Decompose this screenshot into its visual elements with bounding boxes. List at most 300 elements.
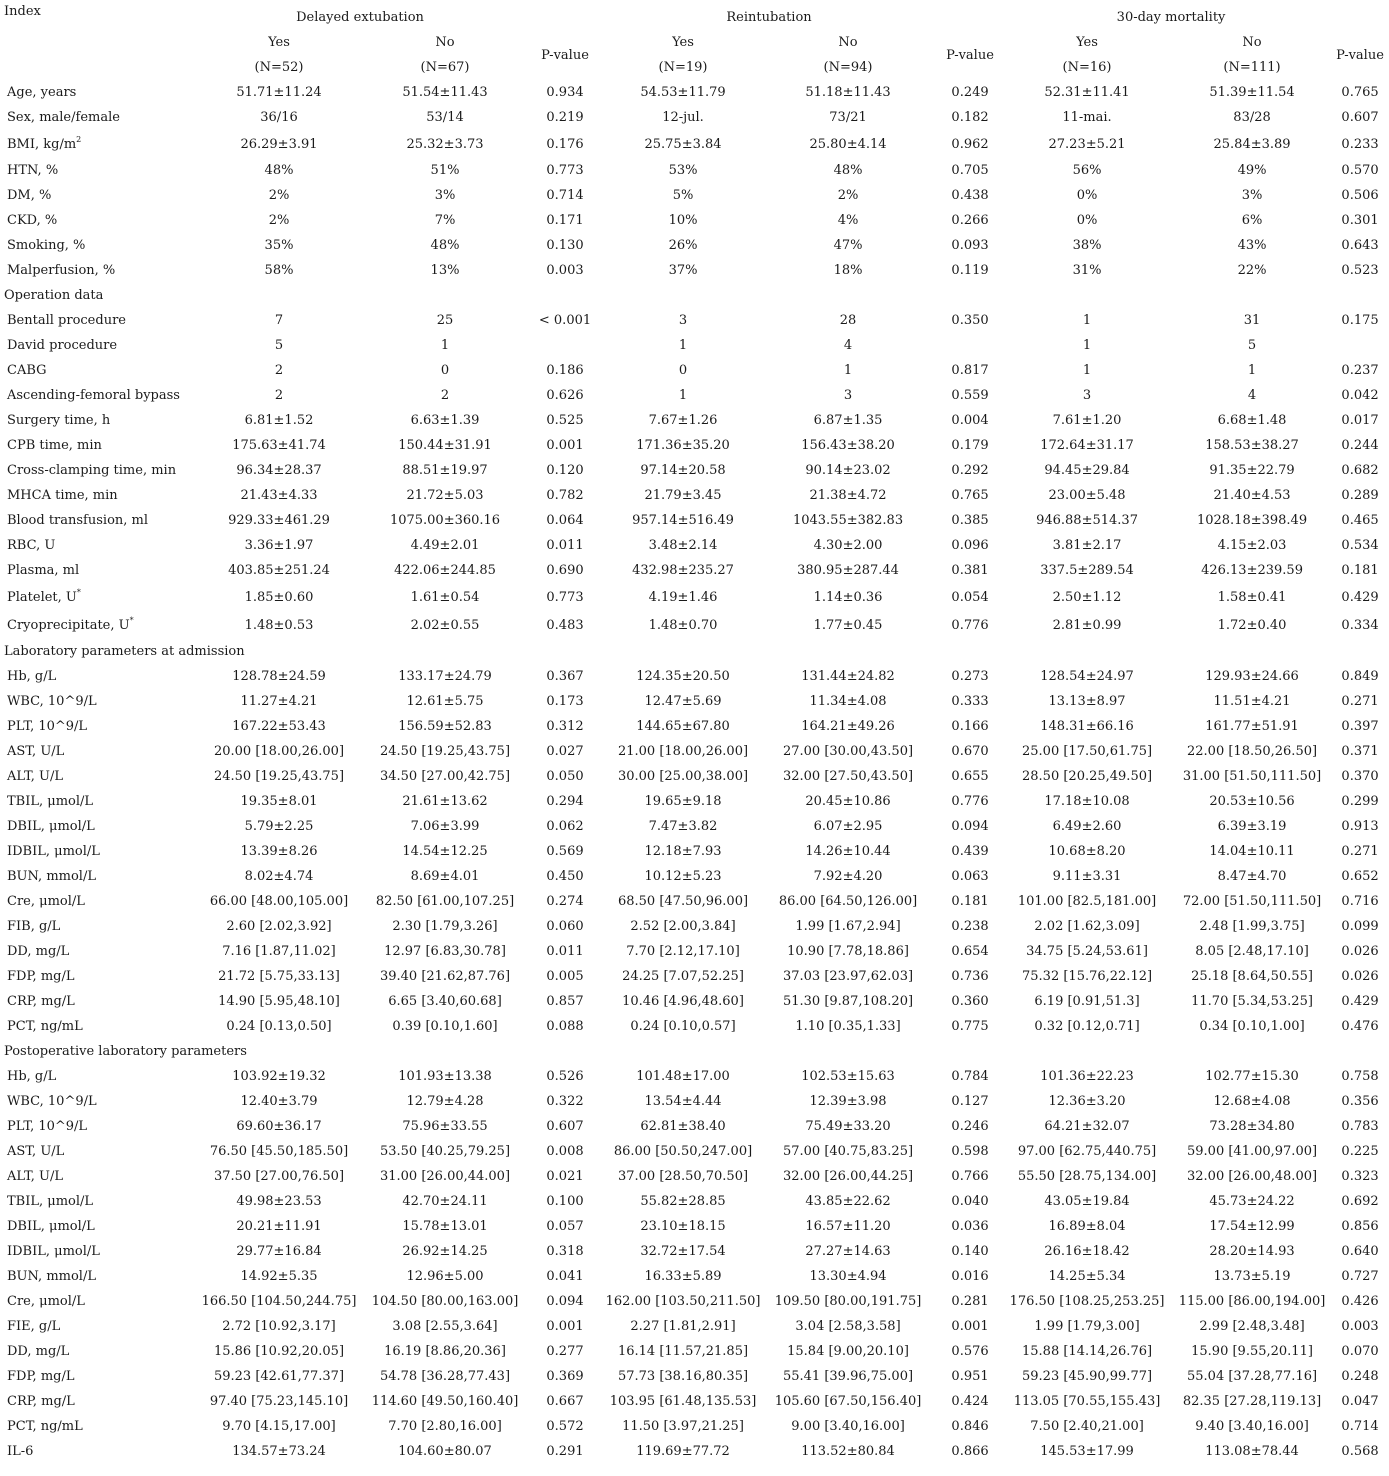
row-label [4,158,194,183]
pvalue-cell: 0.526 [546,1069,584,1084]
group-header-delayed-extubation: Delayed extubation [296,9,424,25]
row-label [4,1414,194,1439]
value-cell: 8.05 [2.48,17.10] [1195,944,1309,959]
pvalue-cell: 0.271 [1341,694,1379,709]
row-label [4,1214,194,1239]
table-row [4,611,1384,639]
value-cell: 86.00 [50.50,247.00] [613,1144,753,1159]
table-row [4,483,1384,508]
row-label [4,1089,194,1114]
value-cell: 171.36±35.20 [636,438,730,453]
value-cell: 4.30±2.00 [813,538,883,553]
value-cell: 53/14 [426,110,464,125]
row-label-text: FDP, mg/L [7,969,75,984]
pvalue-cell: 0.727 [1341,1269,1379,1284]
row-label [4,1439,194,1464]
value-cell: 156.59±52.83 [398,719,492,734]
value-cell: 2.60 [2.02,3.92] [226,919,332,934]
pvalue-cell: 0.186 [546,363,584,378]
value-cell: 929.33±461.29 [228,513,330,528]
value-cell: 97.00 [62.75,440.75] [1017,1144,1157,1159]
pvalue-cell: 0.120 [546,463,584,478]
value-cell: 31.00 [26.00,44.00] [379,1169,511,1184]
value-cell: 32.00 [26.00,48.00] [1187,1169,1318,1184]
value-cell: 6.81±1.52 [244,413,314,428]
pvalue-cell: 0.127 [951,1094,989,1109]
value-cell: 8.69±4.01 [410,869,480,884]
pvalue-cell: 0.846 [951,1419,989,1434]
row-label [4,1339,194,1364]
pvalue-cell: 0.450 [546,869,584,884]
pvalue-cell: 0.026 [1341,969,1379,984]
row-label-text: FIE, g/L [7,1319,61,1334]
value-cell: 26% [668,238,698,253]
value-cell: 82.35 [27.28,119.13] [1182,1394,1322,1409]
table-row [4,1339,1384,1364]
value-cell: 59.00 [41.00,97.00] [1187,1144,1318,1159]
value-cell: 86.00 [64.50,126.00] [778,894,918,909]
value-cell: 145.53±17.99 [1040,1444,1134,1459]
value-cell: 16.57±11.20 [805,1219,891,1234]
pvalue-cell: 0.181 [951,894,989,909]
section-header-row [4,1039,1384,1064]
table-row [4,1264,1384,1289]
value-cell: 105.60 [67.50,156.40] [774,1394,922,1409]
value-cell: 129.93±24.66 [1205,669,1299,684]
pvalue-cell: 0.682 [1341,463,1379,478]
value-cell: 6.07±2.95 [813,819,883,834]
table-row [4,158,1384,183]
value-cell: 144.65±67.80 [636,719,730,734]
value-cell: 0.32 [0.12,0.71] [1034,1019,1140,1034]
value-cell: 134.57±73.24 [232,1444,326,1459]
pvalue-cell: 0.173 [546,694,584,709]
row-label [4,739,194,764]
pvalue-cell: 0.736 [951,969,989,984]
value-cell: 101.48±17.00 [636,1069,730,1084]
value-cell: 14.25±5.34 [1048,1269,1126,1284]
table-row [4,558,1384,583]
pvalue-cell: 0.266 [951,213,989,228]
table-row [4,130,1384,158]
value-cell: 43% [1237,238,1267,253]
pvalue-cell: 0.483 [546,617,584,633]
pvalue-header: P-value [946,47,994,63]
value-cell: 42.70±24.11 [402,1194,488,1209]
pvalue-cell: 0.017 [1341,413,1379,428]
value-cell: 10.90 [7.78,18.86] [787,944,909,959]
row-label [4,483,194,508]
value-cell: 56% [1072,163,1102,178]
value-cell: 31% [1072,263,1102,278]
row-label [4,1114,194,1139]
value-cell: 16.14 [11.57,21.85] [617,1344,749,1359]
pvalue-cell: 0.776 [951,794,989,809]
value-cell: 1.58±0.41 [1217,589,1287,605]
value-cell: 3.81±2.17 [1052,538,1122,553]
value-cell: 3.36±1.97 [244,538,314,553]
value-cell: 51.54±11.43 [402,85,488,100]
value-cell: 103.95 [61.48,135.53] [609,1394,757,1409]
row-label [4,383,194,408]
row-label [4,80,194,105]
value-cell: 9.40 [3.40,16.00] [1195,1419,1309,1434]
row-label [4,333,194,358]
value-cell: 32.00 [27.50,43.50] [782,769,914,784]
pvalue-cell: 0.951 [951,1369,989,1384]
pvalue-cell: 0.856 [1341,1219,1379,1234]
row-label-text: DD, mg/L [7,944,70,959]
value-cell: 20.00 [18.00,26.00] [213,744,345,759]
value-cell: 2.27 [1.81,2.91] [630,1319,736,1334]
pvalue-cell: 0.360 [951,994,989,1009]
pvalue-cell: 0.318 [546,1244,584,1259]
pvalue-cell: 0.047 [1341,1394,1379,1409]
value-cell: 1 [440,338,450,353]
value-cell: 2.52 [2.00,3.84] [630,919,736,934]
table-row [4,714,1384,739]
value-cell: 37% [668,263,698,278]
value-cell: 4 [843,338,853,353]
pvalue-cell: 0.219 [546,110,584,125]
n-count: (N=19) [658,60,708,75]
value-cell: 37.03 [23.97,62.03] [782,969,914,984]
section-title: Operation data [4,288,104,303]
value-cell: 75.32 [15.76,22.12] [1022,969,1153,984]
value-cell: 13.54±4.44 [644,1094,722,1109]
row-label [4,583,194,611]
value-cell: 82.50 [61.00,107.25] [375,894,515,909]
pvalue-cell: 0.070 [1341,1344,1379,1359]
value-cell: 7.92±4.20 [813,869,883,884]
value-cell: 16.19 [8.86,20.36] [384,1344,506,1359]
row-label [4,258,194,283]
table-row [4,583,1384,611]
row-label-text: CRP, mg/L [7,1394,75,1409]
value-cell: 5.79±2.25 [244,819,314,834]
value-cell: 19.35±8.01 [240,794,318,809]
value-cell: 6.63±1.39 [410,413,480,428]
row-label [4,889,194,914]
value-cell: 43.85±22.62 [805,1194,891,1209]
table-row [4,889,1384,914]
value-cell: 21.43±4.33 [240,488,318,503]
value-cell: 1 [1247,363,1257,378]
pvalue-cell: 0.371 [1341,744,1379,759]
pvalue-cell: 0.559 [951,388,989,403]
value-cell: 109.50 [80.00,191.75] [774,1294,922,1309]
row-label [4,839,194,864]
value-cell: 102.77±15.30 [1205,1069,1299,1084]
value-cell: 54.53±11.79 [640,85,726,100]
value-cell: 158.53±38.27 [1205,438,1299,453]
row-label-superscript: * [129,615,134,625]
value-cell: 13.13±8.97 [1048,694,1126,709]
row-label-text: AST, U/L [7,744,65,759]
table-row [4,1089,1384,1114]
value-cell: 6.68±1.48 [1217,413,1287,428]
yes-header: Yes [268,35,290,50]
value-cell: 10.46 [4.96,48.60] [622,994,744,1009]
table-row [4,308,1384,333]
value-cell: 7.16 [1.87,11.02] [222,944,336,959]
pvalue-cell: < 0.001 [538,313,592,328]
pvalue-cell: 0.099 [1341,919,1379,934]
value-cell: 10% [668,213,698,228]
pvalue-cell: 0.274 [546,894,584,909]
pvalue-cell: 0.534 [1341,538,1379,553]
value-cell: 2% [268,188,290,203]
row-label [4,508,194,533]
pvalue-cell: 0.607 [1341,110,1379,125]
value-cell: 2.30 [1.79,3.26] [392,919,498,934]
row-label-text: PLT, 10^9/L [7,1119,88,1134]
no-header: No [1242,35,1262,50]
pvalue-cell: 0.765 [951,488,989,503]
value-cell: 55.50 [28.75,134.00] [1017,1169,1157,1184]
pvalue-cell: 0.042 [1341,388,1379,403]
pvalue-cell: 0.323 [1341,1169,1379,1184]
table-row [4,664,1384,689]
value-cell: 1.48±0.70 [648,617,718,633]
row-label-text: Hb, g/L [7,669,57,684]
value-cell: 24.50 [19.25,43.75] [379,744,511,759]
value-cell: 47% [833,238,863,253]
value-cell: 3 [1082,388,1092,403]
pvalue-cell: 0.776 [951,617,989,633]
value-cell: 1 [1082,313,1092,328]
pvalue-cell: 0.426 [1341,1294,1379,1309]
value-cell: 133.17±24.79 [398,669,492,684]
value-cell: 0% [1076,213,1098,228]
value-cell: 11.70 [5.34,53.25] [1191,994,1313,1009]
pvalue-cell: 0.011 [546,538,584,553]
row-label [4,130,194,158]
row-label [4,558,194,583]
row-label [4,789,194,814]
value-cell: 24.25 [7.07,52.25] [622,969,744,984]
row-label [4,308,194,333]
table-row [4,689,1384,714]
pvalue-cell: 0.166 [951,719,989,734]
table-row [4,208,1384,233]
pvalue-cell: 0.171 [546,213,584,228]
value-cell: 20.53±10.56 [1209,794,1295,809]
value-cell: 3.04 [2.58,3.58] [795,1319,901,1334]
value-cell: 19.65±9.18 [644,794,722,809]
value-cell: 172.64±31.17 [1040,438,1134,453]
value-cell: 1.99 [1.79,3.00] [1034,1319,1140,1334]
section-title: Laboratory parameters at admission [4,644,245,659]
value-cell: 4.15±2.03 [1217,538,1287,553]
pvalue-cell: 0.576 [951,1344,989,1359]
value-cell: 124.35±20.50 [636,669,730,684]
row-label-text: Platelet, U [7,589,77,605]
value-cell: 48% [430,238,460,253]
value-cell: 28.20±14.93 [1209,1244,1295,1259]
pvalue-cell: 0.569 [546,844,584,859]
value-cell: 36/16 [260,110,298,125]
pvalue-cell: 0.238 [951,919,989,934]
value-cell: 957.14±516.49 [632,513,734,528]
value-cell: 11.27±4.21 [240,694,318,709]
value-cell: 34.50 [27.00,42.75] [379,769,511,784]
value-cell: 4 [1247,388,1257,403]
table-row [4,1239,1384,1264]
table-row [4,80,1384,105]
row-label [4,664,194,689]
value-cell: 104.60±80.07 [398,1444,492,1459]
row-label [4,533,194,558]
row-label-text: Ascending-femoral bypass [7,388,180,403]
table-row [4,533,1384,558]
value-cell: 7.67±1.26 [648,413,718,428]
value-cell: 18% [833,263,863,278]
pvalue-cell: 0.572 [546,1419,584,1434]
value-cell: 14.90 [5.95,48.10] [218,994,340,1009]
value-cell: 7.70 [2.80,16.00] [388,1419,502,1434]
value-cell: 3.08 [2.55,3.64] [392,1319,498,1334]
value-cell: 51% [430,163,460,178]
value-cell: 128.78±24.59 [232,669,326,684]
pvalue-cell: 0.782 [546,488,584,503]
value-cell: 25.80±4.14 [809,136,887,152]
value-cell: 128.54±24.97 [1040,669,1134,684]
value-cell: 1.48±0.53 [244,617,314,633]
value-cell: 176.50 [108.25,253.25] [1009,1294,1165,1309]
row-label [4,358,194,383]
value-cell: 101.36±22.23 [1040,1069,1134,1084]
row-label-text: Cre, μmol/L [7,894,85,909]
value-cell: 57.00 [40.75,83.25] [782,1144,914,1159]
value-cell: 62.81±38.40 [640,1119,726,1134]
value-cell: 403.85±251.24 [228,563,330,578]
value-cell: 16.33±5.89 [644,1269,722,1284]
value-cell: 11.51±4.21 [1213,694,1291,709]
row-label-text: ALT, U/L [7,1169,63,1184]
row-label-text: Smoking, % [7,238,86,253]
table-row [4,358,1384,383]
value-cell: 32.72±17.54 [640,1244,726,1259]
value-cell: 113.05 [70.55,155.43] [1013,1394,1161,1409]
row-label-text: Hb, g/L [7,1069,57,1084]
row-label-text: FIB, g/L [7,919,61,934]
value-cell: 15.88 [14.14,26.76] [1022,1344,1153,1359]
value-cell: 131.44±24.82 [801,669,895,684]
value-cell: 2% [268,213,290,228]
pvalue-cell: 0.654 [951,944,989,959]
value-cell: 9.70 [4.15,17.00] [222,1419,336,1434]
value-cell: 2 [274,388,284,403]
pvalue-cell: 0.506 [1341,188,1379,203]
pvalue-cell: 0.008 [546,1144,584,1159]
value-cell: 45.73±24.22 [1209,1194,1295,1209]
row-label-text: Surgery time, h [7,413,111,428]
pvalue-cell: 0.249 [951,85,989,100]
pvalue-cell: 0.027 [546,744,584,759]
value-cell: 6.87±1.35 [813,413,883,428]
value-cell: 1.85±0.60 [244,589,314,605]
table-row [4,864,1384,889]
value-cell: 22% [1237,263,1267,278]
table-row [4,183,1384,208]
pvalue-cell: 0.176 [546,136,584,152]
row-label [4,864,194,889]
pvalue-cell: 0.692 [1341,1194,1379,1209]
pvalue-cell: 0.021 [546,1169,584,1184]
table-row [4,1014,1384,1039]
value-cell: 25 [436,313,454,328]
pvalue-cell: 0.063 [951,869,989,884]
row-label [4,1314,194,1339]
row-label-text: PCT, ng/mL [7,1019,83,1034]
value-cell: 21.00 [18.00,26.00] [617,744,749,759]
pvalue-cell: 0.705 [951,163,989,178]
value-cell: 59.23 [45.90,99.77] [1022,1369,1153,1384]
pvalue-cell: 0.004 [951,413,989,428]
row-label-text: BUN, mmol/L [7,1269,96,1284]
row-label-text: ALT, U/L [7,769,63,784]
table-row [4,789,1384,814]
pvalue-cell: 0.962 [951,136,989,152]
row-label-text: CRP, mg/L [7,994,75,1009]
value-cell: 167.22±53.43 [232,719,326,734]
row-label-text: BMI, kg/m [7,136,77,152]
table-row [4,458,1384,483]
index-header: Index [4,4,41,19]
value-cell: 12.68±4.08 [1213,1094,1291,1109]
value-cell: 104.50 [80.00,163.00] [371,1294,519,1309]
pvalue-cell: 0.003 [546,263,584,278]
table-row [4,1064,1384,1089]
table-row [4,939,1384,964]
value-cell: 1028.18±398.49 [1196,513,1308,528]
value-cell: 25.18 [8.64,50.55] [1191,969,1313,984]
pvalue-cell: 0.026 [1341,944,1379,959]
row-label-text: RBC, U [7,538,56,553]
value-cell: 1.61±0.54 [410,589,480,605]
row-label-text: Blood transfusion, ml [7,513,149,528]
value-cell: 1.14±0.36 [813,589,883,605]
pvalue-cell: 0.062 [546,819,584,834]
pvalue-cell: 0.175 [1341,313,1379,328]
value-cell: 51.18±11.43 [805,85,891,100]
value-cell: 20.21±11.91 [236,1219,322,1234]
pvalue-cell: 0.182 [951,110,989,125]
value-cell: 15.90 [9.55,20.11] [1191,1344,1313,1359]
pvalue-cell: 0.036 [951,1219,989,1234]
value-cell: 12.18±7.93 [644,844,722,859]
value-cell: 49.98±23.53 [236,1194,322,1209]
value-cell: 161.77±51.91 [1205,719,1299,734]
value-cell: 1 [1082,363,1092,378]
pvalue-cell: 0.783 [1341,1119,1379,1134]
row-label-text: DM, % [7,188,52,203]
n-count: (N=111) [1223,60,1281,75]
pvalue-cell: 0.237 [1341,363,1379,378]
value-cell: 59.23 [42.61,77.37] [213,1369,345,1384]
value-cell: 4% [837,213,859,228]
value-cell: 13.73±5.19 [1213,1269,1291,1284]
table-row [4,233,1384,258]
pvalue-cell: 0.334 [1341,617,1379,633]
row-label [4,814,194,839]
value-cell: 57.73 [38.16,80.35] [617,1369,749,1384]
value-cell: 2.72 [10.92,3.17] [222,1319,336,1334]
value-cell: 12-jul. [662,110,704,125]
value-cell: 55.82±28.85 [640,1194,726,1209]
value-cell: 0% [1076,188,1098,203]
